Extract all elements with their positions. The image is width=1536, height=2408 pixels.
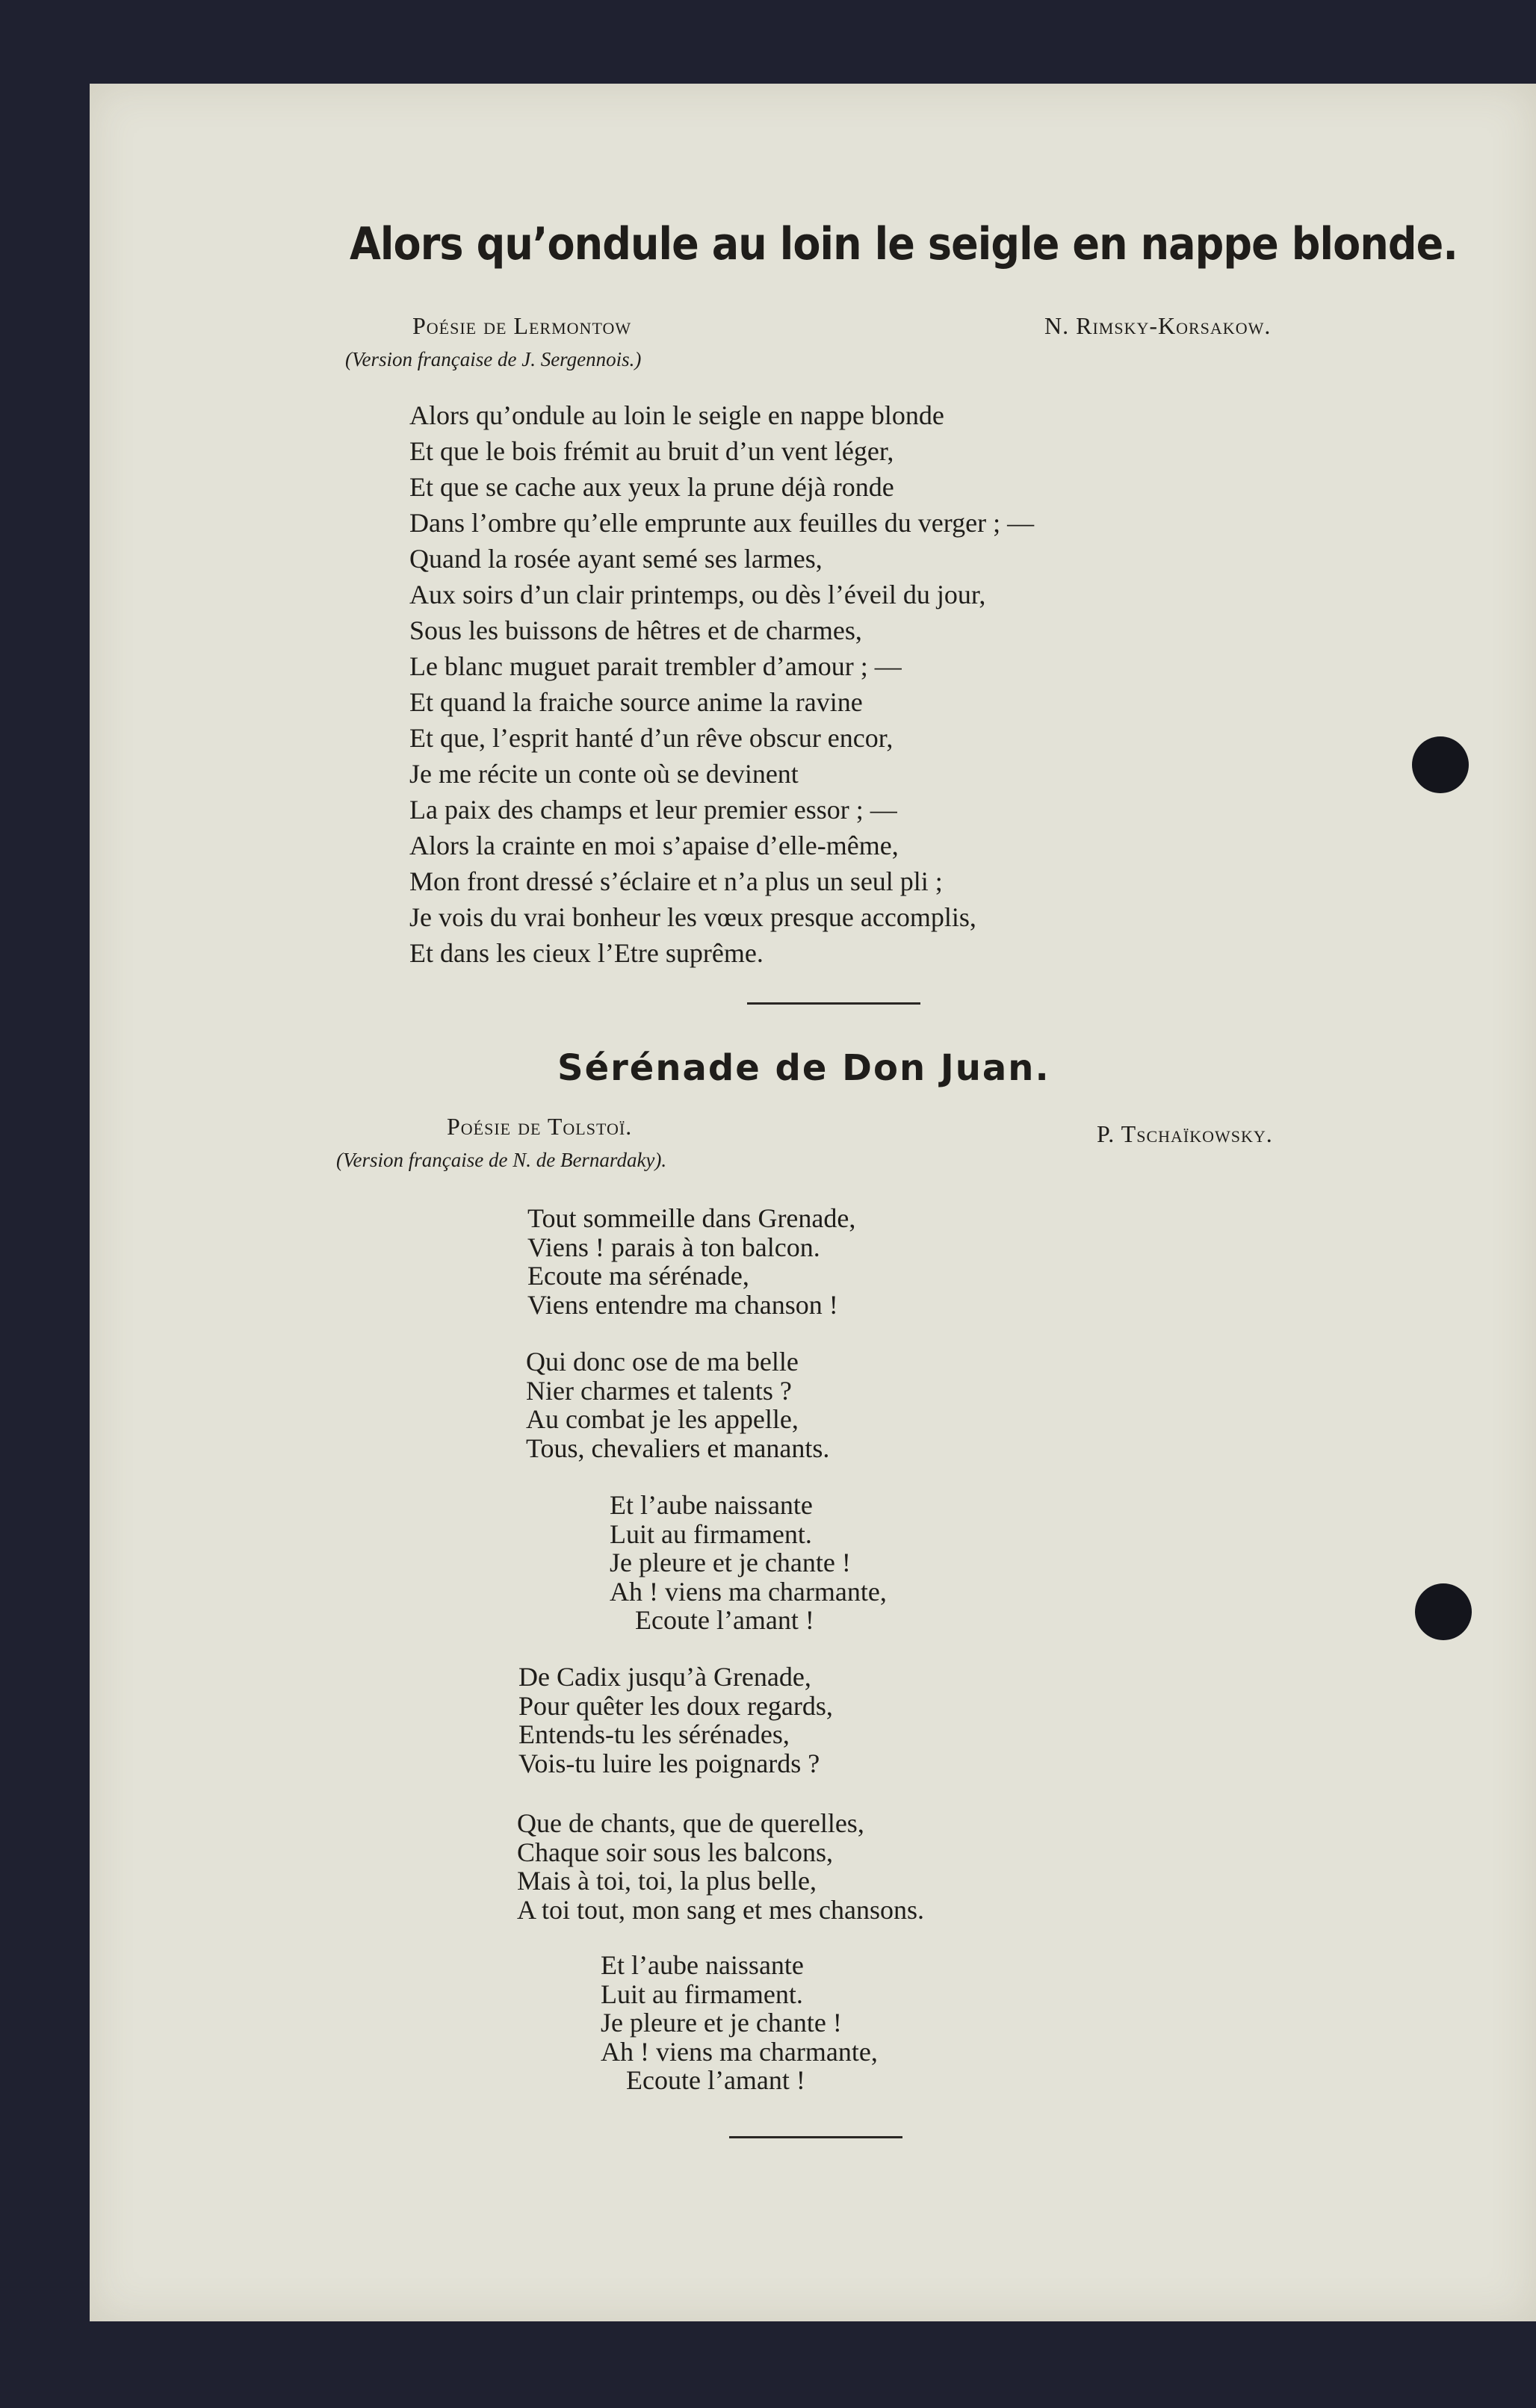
poem-stanza — [517, 1809, 924, 1924]
verse-line: Ecoute ma sérénade, — [527, 1261, 749, 1291]
verse-line: Je vois du vrai bonheur les vœux presque accomplis, — [409, 902, 976, 932]
verse-line: Nier charmes et talents ? — [526, 1375, 792, 1406]
poem-text — [409, 397, 1034, 971]
verse-line: Et que se cache aux yeux la prune déjà ronde — [409, 472, 894, 502]
verse-line: Mon front dressé s’éclaire et n’a plus un seul pli ; — [409, 866, 943, 896]
verse-line: Pour quêter les doux regards, — [518, 1690, 833, 1721]
verse-line: Ah ! viens ma charmante, — [610, 1576, 887, 1607]
verse-line: Au combat je les appelle, — [526, 1404, 799, 1434]
verse-line: La paix des champs et leur premier essor ; — — [409, 795, 897, 825]
composer-credit: N. Rimsky-Korsakow. — [1044, 312, 1272, 339]
translator-credit: (Version française de N. de Bernardaky). — [336, 1149, 667, 1171]
verse-line: Dans l’ombre qu’elle emprunte aux feuilles du verger ; — — [409, 508, 1035, 538]
verse-line: Aux soirs d’un clair printemps, ou dès l’éveil du jour, — [409, 580, 986, 609]
section-divider — [747, 1002, 920, 1005]
section-divider — [729, 2136, 902, 2138]
verse-line: Entends-tu les sérénades, — [518, 1719, 790, 1749]
verse-line: Et l’aube naissante — [601, 1950, 804, 1980]
verse-line: Mais à toi, toi, la plus belle, — [517, 1866, 817, 1896]
verse-line: Qui donc ose de ma belle — [526, 1347, 799, 1377]
verse-line: Viens ! parais à ton balcon. — [527, 1232, 820, 1262]
poet-credit: Poésie de Lermontow — [412, 312, 632, 339]
poet-credit: Poésie de Tolstoï. — [447, 1113, 633, 1140]
verse-line: Et l’aube naissante — [610, 1490, 813, 1520]
verse-line: Et quand la fraiche source anime la ravine — [409, 687, 863, 717]
verse-line: Ah ! viens ma charmante, — [601, 2036, 878, 2067]
translator-credit: (Version française de J. Sergennois.) — [345, 348, 642, 370]
verse-line: Vois-tu luire les poignards ? — [518, 1748, 820, 1778]
punch-hole — [1415, 1583, 1472, 1640]
verse-line: Ecoute l’amant ! — [626, 2065, 805, 2095]
verse-line: Je pleure et je chante ! — [601, 2008, 842, 2038]
song-title: Alors qu’ondule au loin le seigle en nappe blonde. — [350, 218, 1458, 270]
verse-line: Luit au firmament. — [601, 1979, 803, 2009]
poem-stanza — [526, 1347, 829, 1462]
composer-credit: P. Tschaïkowsky. — [1097, 1120, 1273, 1147]
punch-hole — [1412, 736, 1469, 793]
verse-line: Le blanc muguet parait trembler d’amour ; — — [409, 651, 902, 681]
verse-line: Je me récite un conte où se devinent — [409, 759, 799, 789]
poem-stanza — [527, 1204, 855, 1319]
poem-refrain — [601, 1951, 878, 2095]
verse-line: De Cadix jusqu’à Grenade, — [518, 1662, 811, 1692]
song-title: Sérénade de Don Juan. — [557, 1047, 1050, 1089]
poem-refrain — [610, 1491, 887, 1635]
verse-line: Et que le bois frémit au bruit d’un vent léger, — [409, 436, 894, 466]
verse-line: Et dans les cieux l’Etre suprême. — [409, 938, 764, 968]
verse-line: Je pleure et je chante ! — [610, 1548, 851, 1577]
verse-line: Quand la rosée ayant semé ses larmes, — [409, 544, 823, 574]
verse-line: Luit au firmament. — [610, 1518, 812, 1549]
verse-line: Et que, l’esprit hanté d’un rêve obscur encor, — [409, 723, 894, 753]
verse-line: Ecoute l’amant ! — [635, 1605, 814, 1635]
verse-line: Viens entendre ma chanson ! — [527, 1289, 838, 1320]
poem-stanza — [518, 1663, 833, 1778]
verse-line: Que de chants, que de querelles, — [517, 1808, 864, 1838]
verse-line: Alors qu’ondule au loin le seigle en nappe blonde — [409, 400, 944, 430]
verse-line: Tout sommeille dans Grenade, — [527, 1203, 856, 1233]
verse-line: Tous, chevaliers et manants. — [526, 1433, 830, 1463]
verse-line: A toi tout, mon sang et mes chansons. — [517, 1894, 924, 1925]
verse-line: Chaque soir sous les balcons, — [517, 1837, 833, 1867]
verse-line: Alors la crainte en moi s’apaise d’elle-même, — [409, 831, 899, 860]
verse-line: Sous les buissons de hêtres et de charmes, — [409, 615, 862, 645]
